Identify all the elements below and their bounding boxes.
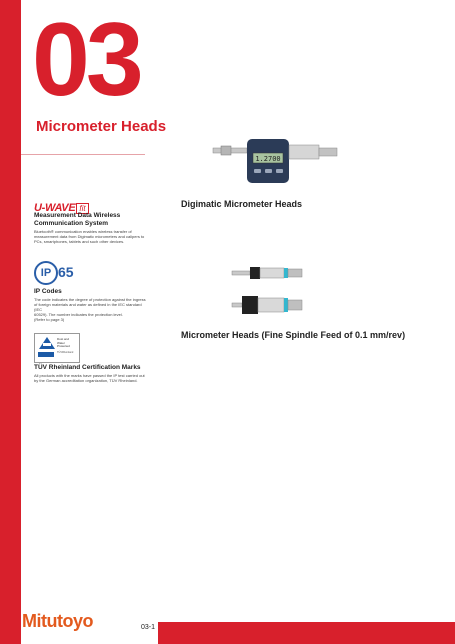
feature-title: TÜV Rheinland Certification Marks — [34, 364, 141, 371]
tuv-bar — [38, 352, 54, 357]
chapter-title: Micrometer Heads — [36, 118, 167, 135]
tuv-triangle-mark — [43, 343, 51, 346]
body-line: Bluetooth® communication enables wireless transfer of — [34, 229, 132, 234]
mitutoyo-logo: Mitutoyo — [22, 611, 93, 631]
chapter-number: 03 — [32, 2, 140, 118]
ip65-logo — [34, 261, 76, 285]
tuv-logo-text — [57, 338, 77, 349]
footer-accent-bar — [158, 622, 455, 644]
feature-title: Measurement Data Wireless — [34, 212, 121, 219]
feature-body — [34, 373, 146, 383]
feature-tuv — [34, 364, 146, 383]
feature-body — [34, 297, 146, 322]
body-line: PCs, smartphones, tablets and such other devices. — [34, 239, 125, 244]
feature-uwave — [34, 212, 146, 244]
body-line: (Refer to page 3) — [34, 317, 65, 322]
ip-rating-number: 65 — [58, 264, 74, 280]
uwave-logo-tag: fit — [76, 203, 88, 214]
product-label-fine-feed: Micrometer Heads (Fine Spindle Feed of 0.1 mm/rev) — [181, 330, 406, 340]
feature-body — [34, 229, 146, 244]
body-line: of foreign materials and water as defined in the IEC standard (IEC — [34, 302, 142, 312]
tuv-certification-logo — [34, 333, 80, 363]
feature-ip-codes — [34, 288, 146, 322]
title-divider — [21, 154, 145, 155]
tuv-line: Dust and — [57, 337, 70, 341]
uwave-logo-text: U-WAVE — [34, 202, 76, 214]
tuv-small-text: TÜVRheinland — [57, 351, 74, 354]
feature-title: IP Codes — [34, 288, 62, 295]
uwave-fit-logo — [34, 198, 104, 214]
tuv-line: Water — [57, 340, 65, 345]
page-number: 03-1 — [141, 624, 156, 631]
ip-circle-icon: IP — [34, 261, 58, 285]
left-accent-bar — [0, 0, 21, 644]
body-line: All products with the marks have passed the IP test carried out — [34, 373, 145, 378]
tuv-line: Protected — [57, 344, 70, 348]
body-line: 60529). The number indicates the protection level. — [34, 312, 123, 317]
product-label-digimatic: Digimatic Micrometer Heads — [181, 199, 303, 209]
body-line: by the German accreditation organization, TÜV Rheinland. — [34, 378, 138, 383]
feature-title: Communication System — [34, 220, 109, 227]
body-line: measurement data from Digimatic micrometers and calipers to — [34, 234, 145, 239]
body-line: The code indicates the degree of protection against the ingress — [34, 297, 146, 302]
micrometer-heads-image — [230, 262, 310, 324]
lcd-display-value: 1.2700 — [255, 155, 281, 163]
digimatic-micrometer-head-image — [205, 135, 345, 191]
